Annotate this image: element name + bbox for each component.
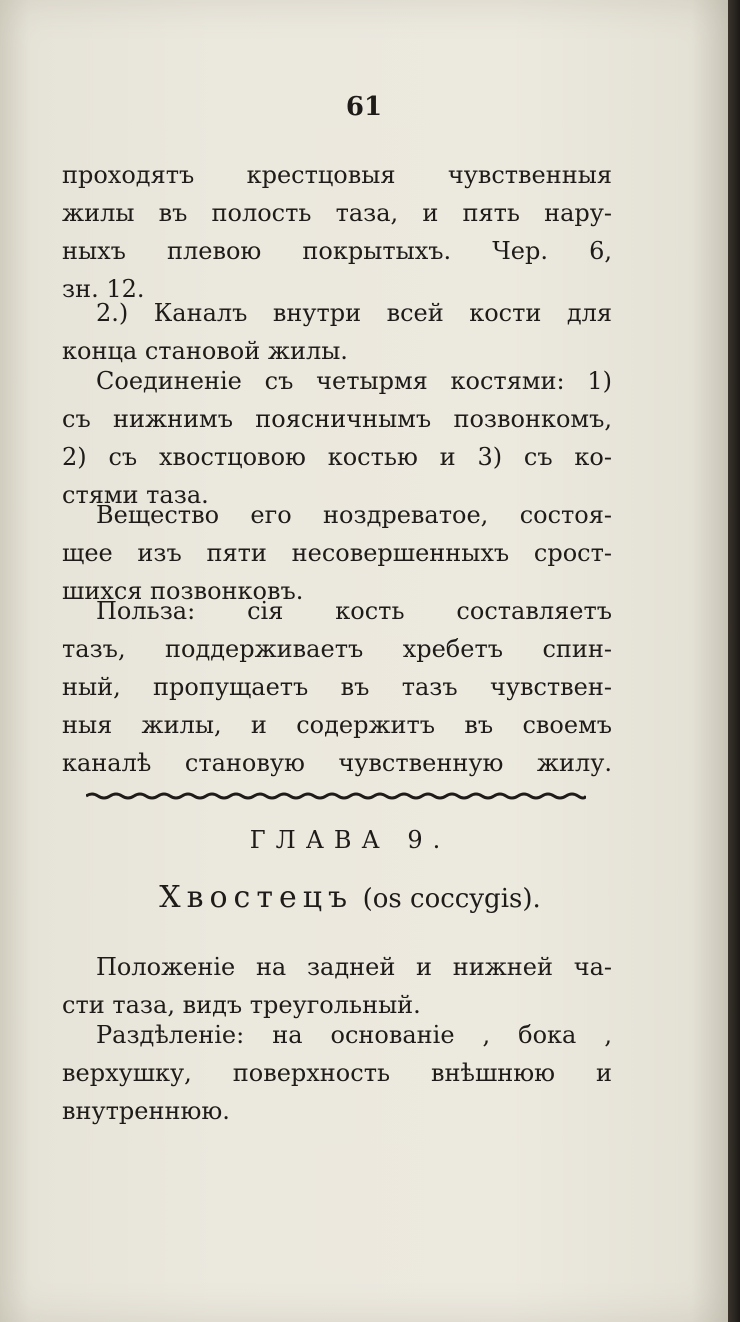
heading-latin: (os coccygis). [362,884,541,914]
paragraph-canal [62,294,612,370]
text-line: стями таза. [62,481,209,509]
paragraph-division [62,1016,612,1130]
section-heading [0,880,700,915]
text-line: проходятъ крестцовыя чувственныя [62,161,612,189]
text-line: верхушку, поверхность внѣшнюю и [62,1059,612,1087]
paragraph-position [62,948,612,1024]
decorative-rule [86,792,586,800]
text-line: ныхъ плевою покрытыхъ. Чер. 6, [62,237,612,265]
text-line: 2) съ хвостцовою костью и 3) съ ко- [62,443,612,471]
text-line: Польза: сія кость составляетъ [96,597,612,625]
text-line: зн. 12. [62,275,145,303]
text-line: конца становой жилы. [62,337,348,365]
paragraph-use [62,592,612,782]
paragraph-connection [62,362,612,514]
text-line: 2.) Каналъ внутри всей кости для [96,299,612,327]
text-line: Вещество его ноздреватое, состоя- [96,501,612,529]
text-line: съ нижнимъ поясничнымъ позвонкомъ, [62,405,612,433]
text-line: тазъ, поддерживаетъ хребетъ спин- [62,635,612,663]
text-line: щее изъ пяти несовершенныхъ срост- [62,539,612,567]
text-line: шихся позвонковъ. [62,577,304,605]
text-line: ный, пропущаетъ въ тазъ чувствен- [62,673,612,701]
text-line: сти таза, видъ треугольный. [62,991,421,1019]
text-line: Положеніе на задней и нижней ча- [96,953,612,981]
book-spine-edge [728,0,740,1322]
text-line: каналѣ становую чувственную жилу. [62,749,612,777]
text-line: Раздѣленіе: на основаніе , бока , [96,1021,612,1049]
text-line: ныя жилы, и содержитъ въ своемъ [62,711,612,739]
heading-title: Хвостецъ [159,880,354,915]
text-line: Соединеніе съ четырмя костями: 1) [96,367,612,395]
text-line: внутреннюю. [62,1097,230,1125]
chapter-label: ГЛАВА 9. [249,826,451,854]
text-line: жилы въ полость таза, и пять нару- [62,199,612,227]
paragraph-nerves [62,156,612,308]
page-number: 61 [345,92,383,122]
